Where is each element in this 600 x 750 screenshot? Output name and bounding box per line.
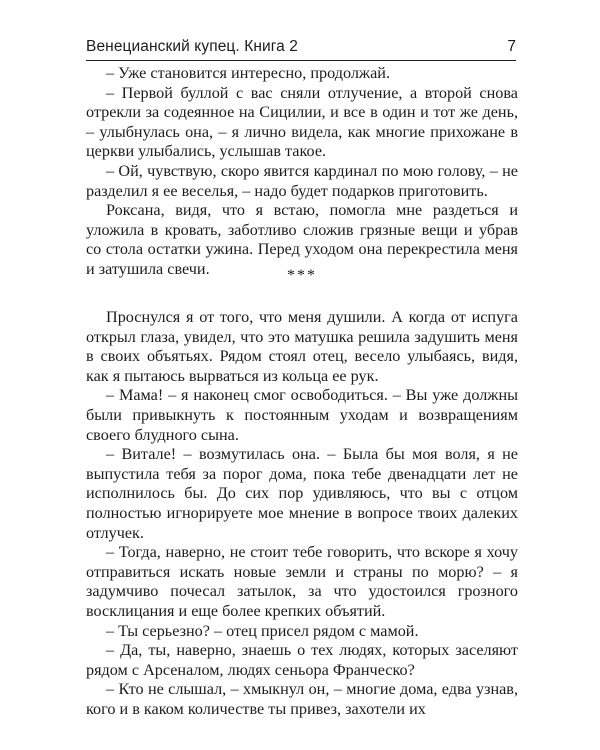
paragraph: – Ой, чувствую, скоро явится кардинал по мою голову, – не разделил я ее веселья, – надо будет подарков приготовить. (86, 161, 518, 200)
running-title: Венецианский купец. Книга 2 (86, 38, 299, 55)
paragraph: – Кто не слышал, – хмыкнул он, – многие дома, едва узнав, кого и в каком количестве ты привез, захотели их (86, 680, 518, 718)
paragraph: Проснулся я от того, что меня душили. А когда от испуга открыл глаза, увидел, что это матушка решила задушить меня в своих объятьях. Рядом стоял отец, весело улыбаясь, видя, как я пытаюсь вырваться из кольца ее рук. (86, 308, 518, 385)
paragraph: – Первой буллой с вас сняли отлучение, а второй снова отрекли за содеянное на Сицилии, и все в один и тот же день, – улыбнулась она, – я лично видела, как многие прихожане в церкви улыбались, услышав такое. (86, 83, 518, 161)
section-separator: *** (287, 267, 317, 284)
running-header (86, 34, 516, 61)
page-number: 7 (507, 38, 516, 55)
paragraph: – Ты серьезно? – отец присел рядом с мамой. (106, 621, 419, 640)
paragraph: – Витале! – возмутилась она. – Была бы моя воля, я не выпустила тебя за порог дома, пока тебе двенадцати лет не исполнилось бы. До сих пор удивляюсь, что вы с отцом полностью игнорируете мое мнение в вопросе твоих далеких отлучек. (86, 445, 518, 542)
text-block-1 (86, 64, 518, 280)
text-block-2 (86, 308, 518, 719)
paragraph: Роксана, видя, что я встаю, помогла мне раздеться и уложила в кровать, заботливо сложив грязные вещи и убрав со стола остатки ужина. Перед уходом она перекрестила меня и затушила свечи. (86, 201, 518, 278)
paragraph: – Мама! – я наконец смог освободиться. – Вы уже должны были привыкнуть к постоянным уходам и возвращениям своего блудного сына. (86, 386, 518, 444)
paragraph: – Да, ты, наверно, знаешь о тех людях, которых заселяют рядом с Арсеналом, людях сеньора Франческо? (86, 641, 518, 679)
paragraph: – Уже становится интересно, продолжай. (106, 64, 390, 82)
paragraph: – Тогда, наверно, не стоит тебе говорить, что вскоре я хочу отправиться искать новые земли и страны по морю? – я задумчиво почесал затылок, за что удостоился грозного восклицания и еще более крепких объятий. (86, 543, 518, 620)
